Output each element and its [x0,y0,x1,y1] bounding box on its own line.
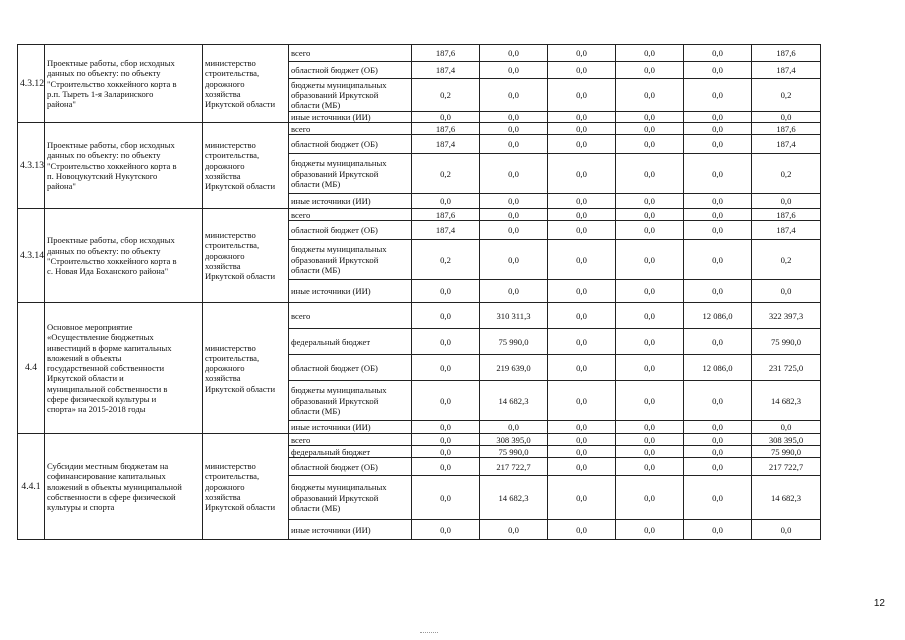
year-value: 0,0 [480,62,548,79]
year-value: 0,0 [616,221,684,240]
year-value: 0,0 [548,329,616,355]
year-value: 0,0 [684,329,752,355]
year-value: 187,4 [412,221,480,240]
table-row [18,45,821,62]
year-value: 0,0 [548,303,616,329]
total-value: 0,2 [752,154,821,194]
year-value: 0,0 [412,458,480,476]
year-value: 0,0 [616,79,684,112]
item-code: 4.3.13 [18,123,45,209]
year-value: 0,2 [412,240,480,280]
funding-source: бюджеты муниципальных образований Иркутской области (МБ) [289,240,412,280]
year-value: 0,0 [616,280,684,303]
funding-source: бюджеты муниципальных образований Иркутской области (МБ) [289,79,412,112]
year-value: 0,0 [616,355,684,381]
year-value: 0,0 [548,476,616,520]
item-code: 4.3.14 [18,209,45,303]
item-executor: министерство строительства, дорожного хозяйства Иркутской области [203,209,289,303]
total-value: 0,0 [752,194,821,209]
total-value: 0,2 [752,240,821,280]
year-value: 0,0 [684,240,752,280]
year-value: 0,0 [548,421,616,434]
funding-source: областной бюджет (ОБ) [289,355,412,381]
item-name: Проектные работы, сбор исходных данных по объекту: по объекту "Строительство хоккейного корта в р.п. Тыреть 1-я Заларинского района" [45,45,203,123]
year-value: 0,0 [684,209,752,221]
year-value: 0,0 [684,381,752,421]
year-value: 0,0 [616,381,684,421]
total-value: 75 990,0 [752,329,821,355]
total-value: 187,4 [752,221,821,240]
year-value: 0,0 [548,79,616,112]
total-value: 322 397,3 [752,303,821,329]
scan-artifact [420,632,438,634]
total-value: 0,0 [752,280,821,303]
year-value: 308 395,0 [480,434,548,446]
year-value: 0,0 [616,303,684,329]
year-value: 0,0 [480,135,548,154]
item-code: 4.4.1 [18,434,45,540]
year-value: 187,4 [412,135,480,154]
year-value: 0,0 [684,421,752,434]
funding-source: бюджеты муниципальных образований Иркутской области (МБ) [289,154,412,194]
year-value: 0,0 [480,280,548,303]
year-value: 0,0 [548,520,616,540]
year-value: 0,0 [548,123,616,135]
year-value: 75 990,0 [480,446,548,458]
year-value: 0,0 [616,209,684,221]
year-value: 0,0 [548,221,616,240]
year-value: 217 722,7 [480,458,548,476]
year-value: 219 639,0 [480,355,548,381]
year-value: 0,0 [548,458,616,476]
total-value: 308 395,0 [752,434,821,446]
item-name: Проектные работы, сбор исходных данных по объекту: по объекту "Строительство хоккейного корта в с. Новая Ида Боханского района" [45,209,203,303]
table-row [18,209,821,221]
year-value: 0,0 [548,280,616,303]
total-value: 0,0 [752,112,821,123]
funding-source: всего [289,123,412,135]
year-value: 12 086,0 [684,303,752,329]
page-number: 12 [873,598,885,609]
funding-source: иные источники (ИИ) [289,520,412,540]
total-value: 187,4 [752,62,821,79]
year-value: 0,0 [684,62,752,79]
funding-source: федеральный бюджет [289,329,412,355]
year-value: 0,0 [480,221,548,240]
item-code: 4.4 [18,303,45,434]
year-value: 0,0 [548,381,616,421]
year-value: 0,0 [616,434,684,446]
funding-source: всего [289,434,412,446]
year-value: 0,2 [412,79,480,112]
year-value: 0,0 [548,45,616,62]
year-value: 0,0 [616,45,684,62]
year-value: 0,0 [684,194,752,209]
total-value: 217 722,7 [752,458,821,476]
total-value: 0,0 [752,520,821,540]
funding-source: федеральный бюджет [289,446,412,458]
year-value: 0,0 [412,355,480,381]
year-value: 0,0 [684,446,752,458]
year-value: 0,0 [412,434,480,446]
funding-source: иные источники (ИИ) [289,421,412,434]
funding-source: бюджеты муниципальных образований Иркутской области (МБ) [289,476,412,520]
year-value: 0,0 [684,520,752,540]
year-value: 0,0 [480,112,548,123]
year-value: 0,0 [684,154,752,194]
item-executor: министерство строительства, дорожного хозяйства Иркутской области [203,303,289,434]
item-code: 4.3.12 [18,45,45,123]
year-value: 0,0 [616,62,684,79]
funding-source: областной бюджет (ОБ) [289,458,412,476]
funding-source: бюджеты муниципальных образований Иркутской области (МБ) [289,381,412,421]
year-value: 0,0 [548,446,616,458]
year-value: 0,0 [616,520,684,540]
year-value: 0,0 [616,135,684,154]
item-executor: министерство строительства, дорожного хозяйства Иркутской области [203,434,289,540]
item-name: Основное мероприятие «Осуществление бюджетных инвестиций в форме капитальных вложений в объекты государственной собственности Иркутской области и муниципальной собственности в сфере физической культуры и спорта» на 2015-2018 годы [45,303,203,434]
year-value: 0,0 [684,112,752,123]
year-value: 0,0 [412,421,480,434]
total-value: 187,6 [752,45,821,62]
year-value: 0,0 [616,446,684,458]
year-value: 0,0 [684,434,752,446]
year-value: 0,0 [684,280,752,303]
year-value: 0,0 [480,421,548,434]
year-value: 0,0 [548,209,616,221]
funding-source: иные источники (ИИ) [289,280,412,303]
year-value: 75 990,0 [480,329,548,355]
year-value: 310 311,3 [480,303,548,329]
funding-source: всего [289,45,412,62]
funding-source: областной бюджет (ОБ) [289,221,412,240]
year-value: 14 682,3 [480,381,548,421]
year-value: 0,0 [412,329,480,355]
table-row [18,123,821,135]
year-value: 0,0 [480,209,548,221]
total-value: 14 682,3 [752,476,821,520]
item-name: Проектные работы, сбор исходных данных по объекту: по объекту "Строительство хоккейного корта в п. Новоцукутский Нукутского района" [45,123,203,209]
year-value: 0,0 [412,194,480,209]
total-value: 75 990,0 [752,446,821,458]
year-value: 0,0 [548,154,616,194]
year-value: 0,0 [412,303,480,329]
year-value: 0,0 [480,45,548,62]
year-value: 0,0 [480,154,548,194]
year-value: 0,0 [684,476,752,520]
year-value: 0,0 [684,79,752,112]
funding-source: областной бюджет (ОБ) [289,135,412,154]
year-value: 0,2 [412,154,480,194]
year-value: 0,0 [548,434,616,446]
year-value: 0,0 [616,476,684,520]
year-value: 0,0 [616,240,684,280]
year-value: 0,0 [616,154,684,194]
year-value: 0,0 [480,79,548,112]
year-value: 0,0 [480,123,548,135]
funding-source: всего [289,209,412,221]
year-value: 0,0 [548,240,616,280]
year-value: 0,0 [616,421,684,434]
budget-table [17,44,821,540]
table-row [18,434,821,446]
total-value: 14 682,3 [752,381,821,421]
funding-source: областной бюджет (ОБ) [289,62,412,79]
year-value: 14 682,3 [480,476,548,520]
funding-source: иные источники (ИИ) [289,194,412,209]
year-value: 0,0 [684,45,752,62]
year-value: 0,0 [480,194,548,209]
year-value: 0,0 [684,135,752,154]
year-value: 0,0 [548,62,616,79]
funding-source: всего [289,303,412,329]
year-value: 0,0 [412,112,480,123]
year-value: 0,0 [616,194,684,209]
total-value: 187,6 [752,209,821,221]
item-executor: министерство строительства, дорожного хозяйства Иркутской области [203,45,289,123]
year-value: 0,0 [684,458,752,476]
item-name: Субсидии местным бюджетам на софинансирование капитальных вложений в объекты муниципальной собственности в сфере физической культуры и спорта [45,434,203,540]
year-value: 0,0 [548,135,616,154]
year-value: 187,6 [412,209,480,221]
year-value: 0,0 [412,280,480,303]
year-value: 187,4 [412,62,480,79]
total-value: 231 725,0 [752,355,821,381]
year-value: 0,0 [616,458,684,476]
year-value: 0,0 [616,123,684,135]
funding-source: иные источники (ИИ) [289,112,412,123]
total-value: 0,2 [752,79,821,112]
table-row [18,303,821,329]
year-value: 0,0 [616,112,684,123]
item-executor: министерство строительства, дорожного хозяйства Иркутской области [203,123,289,209]
year-value: 0,0 [480,520,548,540]
year-value: 0,0 [480,240,548,280]
year-value: 187,6 [412,123,480,135]
year-value: 0,0 [548,355,616,381]
year-value: 0,0 [412,520,480,540]
year-value: 12 086,0 [684,355,752,381]
year-value: 0,0 [684,123,752,135]
year-value: 0,0 [616,329,684,355]
year-value: 187,6 [412,45,480,62]
total-value: 0,0 [752,421,821,434]
year-value: 0,0 [684,221,752,240]
year-value: 0,0 [548,194,616,209]
year-value: 0,0 [412,446,480,458]
total-value: 187,4 [752,135,821,154]
year-value: 0,0 [548,112,616,123]
year-value: 0,0 [412,381,480,421]
year-value: 0,0 [412,476,480,520]
total-value: 187,6 [752,123,821,135]
